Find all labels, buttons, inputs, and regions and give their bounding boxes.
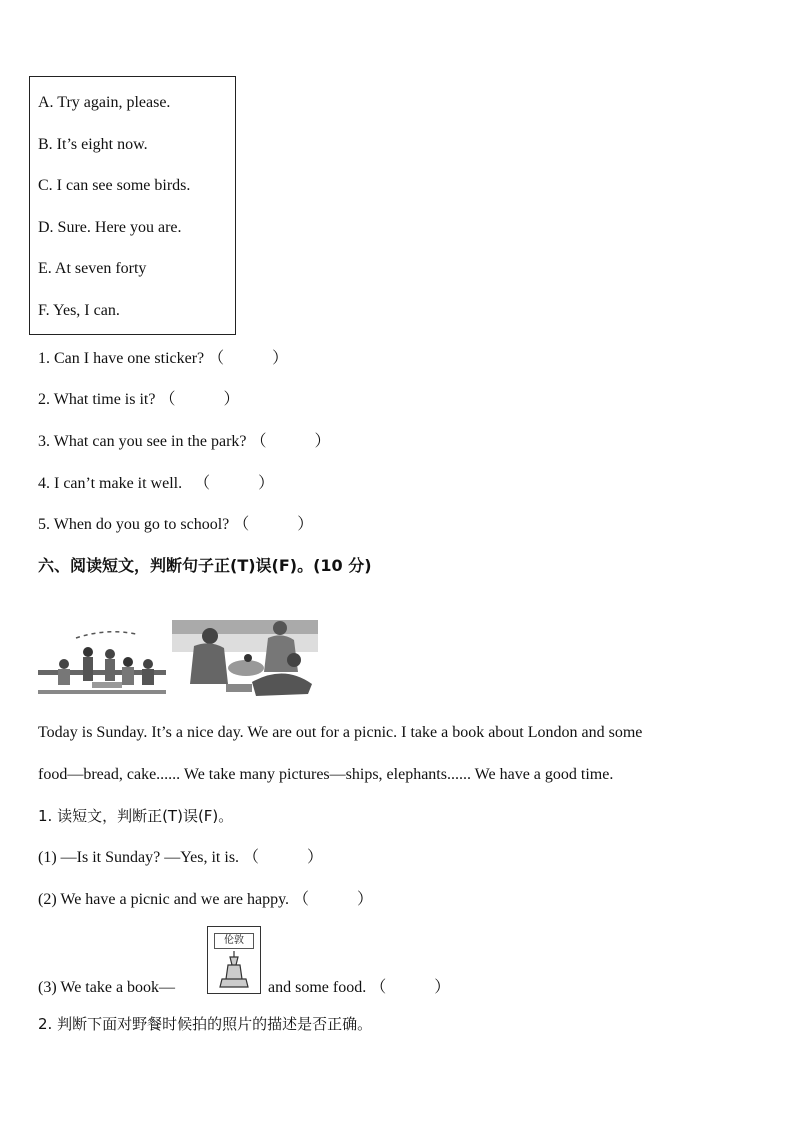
question-2: 2. What time is it? （ ） (38, 391, 240, 408)
question-3: 3. What can you see in the park? （ ） (38, 433, 331, 450)
option-e: E. At seven forty (38, 260, 147, 277)
book-title: 伦敦 (214, 933, 254, 949)
task-1-instruction: 1. 读短文，判断正(T)误(F)。 (38, 807, 234, 825)
passage-line-1: Today is Sunday. It’s a nice day. We are out for a picnic. I take a book about London and some (38, 724, 643, 741)
item-2: (2) We have a picnic and we are happy. （ ） (38, 891, 374, 908)
section-heading: 六、阅读短文，判断句子正(T)误(F)。(10 分) (38, 556, 372, 575)
option-a: A. Try again, please. (38, 94, 171, 111)
item-3-start: (3) We take a book— (38, 979, 176, 996)
item-3-end: and some food. （ ） (268, 979, 451, 996)
picnic-image-left (36, 624, 170, 702)
picnic-image-right (172, 602, 318, 702)
london-book-image (207, 926, 261, 994)
passage-line-2: food—bread, cake...... We take many pictures—ships, elephants...... We have a good time. (38, 766, 614, 783)
option-c: C. I can see some birds. (38, 177, 191, 194)
option-d: D. Sure. Here you are. (38, 219, 182, 236)
question-1: 1. Can I have one sticker? （ ） (38, 350, 289, 367)
task-2-instruction: 2. 判断下面对野餐时候拍的照片的描述是否正确。 (38, 1015, 373, 1033)
options-box (29, 76, 236, 335)
option-f: F. Yes, I can. (38, 302, 120, 319)
option-b: B. It’s eight now. (38, 136, 148, 153)
tower-icon (216, 949, 252, 989)
question-4: 4. I can’t make it well. （ ） (38, 475, 275, 492)
question-5: 5. When do you go to school? （ ） (38, 516, 314, 533)
item-1: (1) —Is it Sunday? —Yes, it is. （ ） (38, 849, 324, 866)
